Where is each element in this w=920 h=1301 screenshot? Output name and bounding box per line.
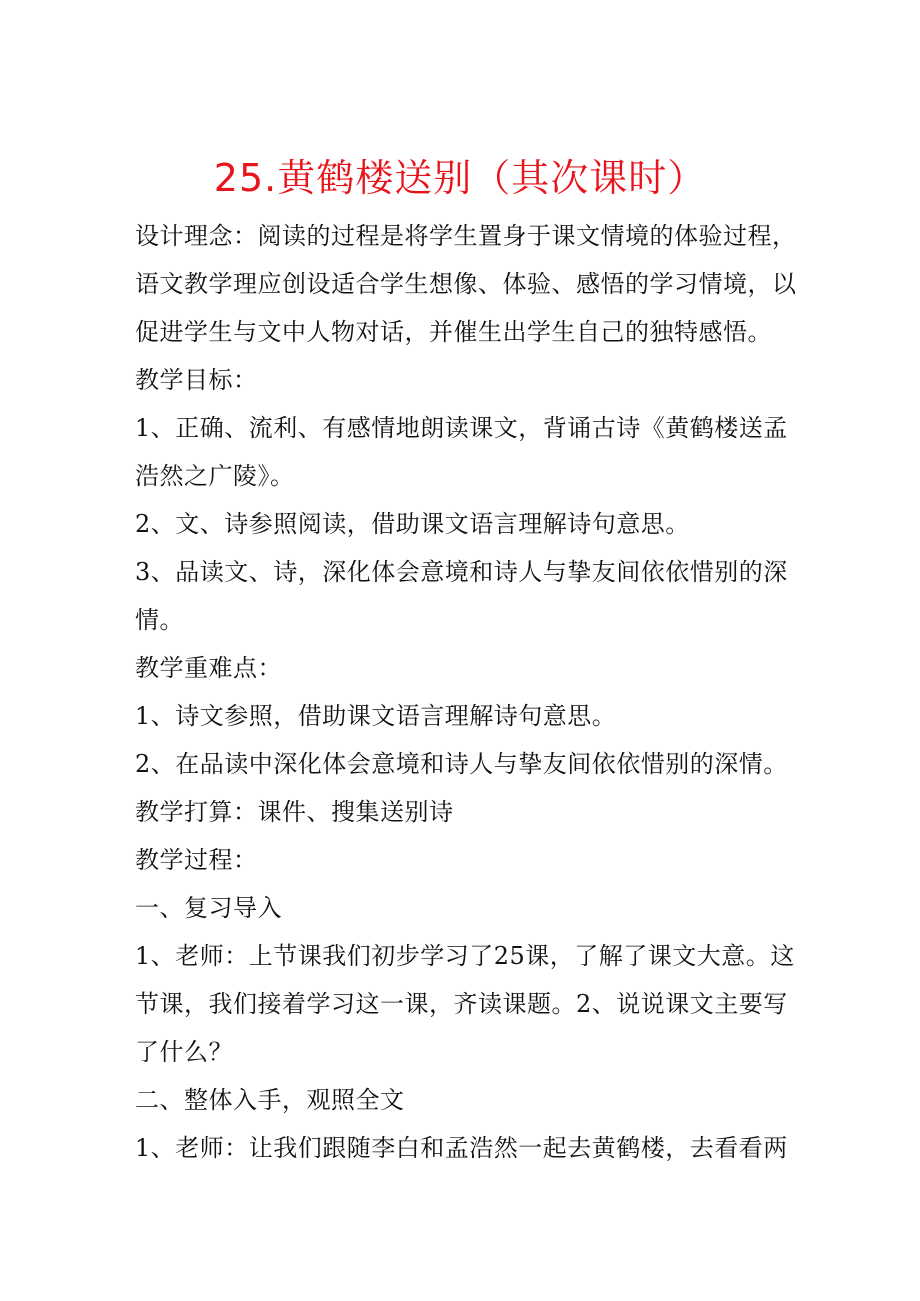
paragraph-line: 2、文、诗参照阅读，借助课文语言理解诗句意思。: [135, 510, 690, 538]
section-heading: 教学重难点：: [135, 654, 282, 682]
section-heading: 一、复习导入: [135, 894, 282, 922]
document-title: 25.黄鹤楼送别（其次课时）: [213, 156, 707, 200]
paragraph-line: 1、正确、流利、有感情地朗读课文，背诵古诗《黄鹤楼送孟: [135, 414, 788, 442]
paragraph-line: 语文教学理应创设适合学生想像、体验、感悟的学习情境，以: [135, 270, 797, 298]
paragraph-line: 节课，我们接着学习这一课，齐读课题。2、说说课文主要写: [135, 990, 788, 1018]
section-heading: 教学过程：: [135, 846, 258, 874]
paragraph-line: 1、诗文参照，借助课文语言理解诗句意思。: [135, 702, 617, 730]
paragraph-line: 2、在品读中深化体会意境和诗人与挚友间依依惜别的深情。: [135, 750, 788, 778]
paragraph-line: 1、老师：让我们跟随李白和孟浩然一起去黄鹤楼，去看看两: [135, 1134, 788, 1162]
section-heading: 二、整体入手，观照全文: [135, 1086, 405, 1114]
paragraph-line: 了什么？: [135, 1038, 233, 1066]
paragraph-line: 教学打算：课件、搜集送别诗: [135, 798, 454, 826]
document-body: [135, 212, 805, 1172]
section-heading: 教学目标：: [135, 366, 258, 394]
paragraph-line: 浩然之广陵》。: [135, 462, 295, 490]
paragraph-line: 促进学生与文中人物对话，并催生出学生自己的独特感悟。: [135, 318, 772, 346]
paragraph-line: 3、品读文、诗，深化体会意境和诗人与挚友间依依惜别的深: [135, 558, 788, 586]
paragraph-line: 设计理念：阅读的过程是将学生置身于课文情境的体验过程，: [135, 222, 797, 250]
paragraph-line: 1、老师：上节课我们初步学习了25课，了解了课文大意。这: [135, 942, 795, 970]
paragraph-line: 情。: [135, 606, 184, 634]
